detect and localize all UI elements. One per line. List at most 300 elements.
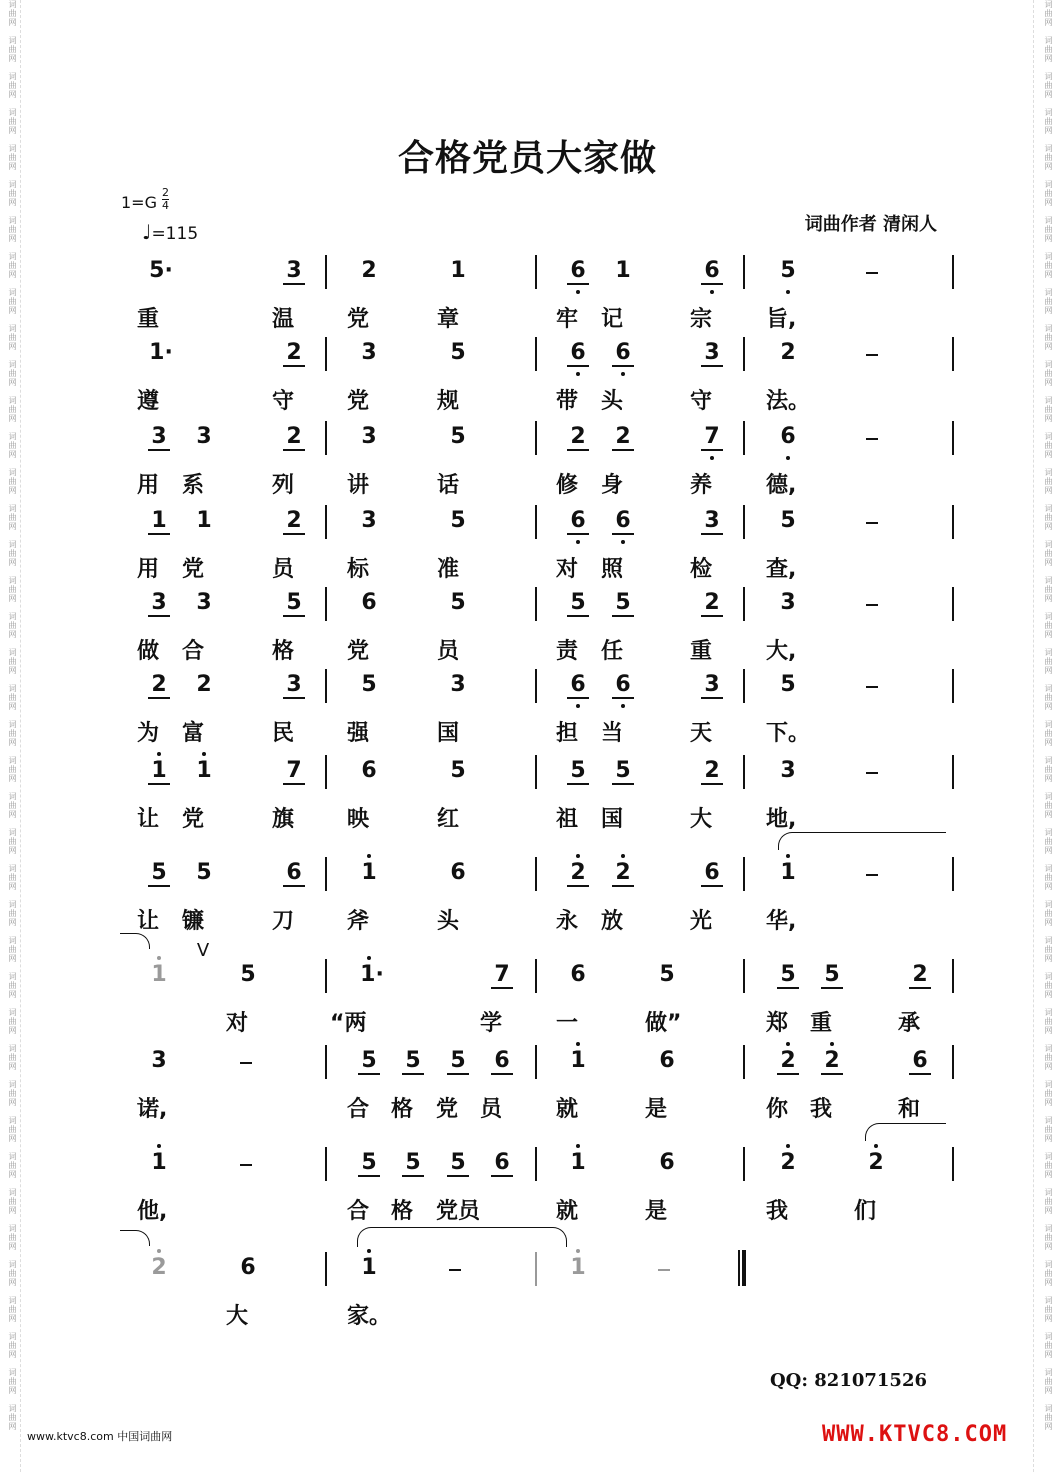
lyric: 记 [601, 307, 624, 332]
barline [952, 587, 954, 621]
barline [535, 669, 537, 703]
sustain-dash [449, 1269, 461, 1271]
note: 1 [151, 1150, 167, 1175]
note: 3 [701, 508, 723, 535]
note: 2 [701, 758, 723, 785]
lyric: 旗 [272, 807, 295, 832]
lyric: 诺, [137, 1097, 168, 1122]
sustain-dash [866, 272, 878, 274]
barline [952, 421, 954, 455]
lyric: 格 [391, 1097, 414, 1122]
slur-arc [357, 1227, 567, 1247]
barline [743, 337, 745, 371]
lyric: 红 [437, 807, 460, 832]
note: 5 [447, 1048, 469, 1075]
lyric: 光 [690, 909, 713, 934]
note: 2 [151, 1255, 167, 1280]
note: 5 [240, 962, 256, 987]
sustain-dash [658, 1269, 670, 1271]
breath-mark: V [196, 940, 210, 961]
octave-up-dot [157, 956, 161, 960]
note: 6 [612, 508, 634, 535]
note: 1 [570, 1048, 586, 1073]
lyric: 做” [645, 1011, 682, 1036]
barline [325, 421, 327, 455]
note: 3 [361, 508, 377, 533]
note: 2 [567, 860, 589, 887]
octave-up-dot [830, 1042, 834, 1046]
lyric: 章 [437, 307, 460, 332]
lyric: 一 [556, 1011, 579, 1036]
lyric: 我 [766, 1199, 789, 1224]
lyric: 牢 [556, 307, 579, 332]
note: 5 [148, 860, 170, 887]
lyric: 刀 [272, 909, 295, 934]
note: 5 [777, 962, 799, 989]
barline [952, 505, 954, 539]
lyric: 身 [601, 473, 624, 498]
note: 2 [283, 508, 305, 535]
lyric: 合 [182, 639, 205, 664]
note: 2 [780, 1150, 796, 1175]
lyric: 民 [272, 721, 295, 746]
note: 5 [450, 758, 466, 783]
octave-up-dot [157, 1249, 161, 1253]
octave-up-dot [157, 1144, 161, 1148]
lyric: 富 [182, 721, 205, 746]
note: 6 [567, 340, 589, 367]
time-signature: 2 4 [162, 186, 169, 212]
lyric: 带 [556, 389, 579, 414]
slur-arc [778, 832, 946, 850]
lyric: 德, [766, 473, 797, 498]
barline [952, 959, 954, 993]
lyric: 是 [645, 1199, 668, 1224]
lyric: 担 [556, 721, 579, 746]
sustain-dash [866, 354, 878, 356]
note: 5 [450, 424, 466, 449]
lyric: 系 [182, 473, 205, 498]
barline [535, 755, 537, 789]
composer-credit: 词曲作者 清闲人 [804, 214, 937, 235]
note: 6 [567, 258, 589, 285]
lyric: 党 [347, 389, 370, 414]
note: 3 [283, 672, 305, 699]
barline [535, 255, 537, 289]
note: 1 [570, 1150, 586, 1175]
lyric: 天 [690, 721, 713, 746]
note: 2 [361, 258, 377, 283]
octave-up-dot [157, 752, 161, 756]
sustain-dash [866, 438, 878, 440]
lyric: 党 [436, 1097, 459, 1122]
barline [325, 857, 327, 891]
note: 6 [659, 1150, 675, 1175]
note: 6 [240, 1255, 256, 1280]
barline [535, 1252, 537, 1286]
lyric: 就 [556, 1097, 579, 1122]
lyric: 做 [137, 639, 160, 664]
lyric: 华, [766, 909, 797, 934]
lyric: 列 [272, 473, 295, 498]
octave-up-dot [874, 1144, 878, 1148]
lyric: 员 [272, 557, 295, 582]
note: 6 [491, 1150, 513, 1177]
note: 5 [361, 672, 377, 697]
note: 6 [570, 962, 586, 987]
lyric: 为 [137, 721, 160, 746]
lyric: 就 [556, 1199, 579, 1224]
lyric: 责 [556, 639, 579, 664]
lyric: 守 [690, 389, 713, 414]
barline [535, 421, 537, 455]
footer-brand-logo: WWW.KTVC8.COM [822, 1422, 1008, 1447]
octave-up-dot [367, 854, 371, 858]
lyric: 国 [601, 807, 624, 832]
tempo-marking: ♩=115 [142, 220, 199, 244]
lyric: 当 [601, 721, 624, 746]
note: 5 [402, 1150, 424, 1177]
lyric: 对 [556, 557, 579, 582]
lyric: 我 [810, 1097, 833, 1122]
octave-down-dot [710, 456, 714, 460]
lyric: 斧 [347, 909, 370, 934]
lyric: 对 [226, 1011, 249, 1036]
note: 6 [567, 672, 589, 699]
lyric: 他, [137, 1199, 168, 1224]
lyric: 强 [347, 721, 370, 746]
lyric: 遵 [137, 389, 160, 414]
footer-site: www.ktvc8.com 中国词曲网 [27, 1430, 173, 1443]
octave-up-dot [786, 1144, 790, 1148]
lyric: 党 [182, 557, 205, 582]
slur-arc [120, 933, 150, 949]
sustain-dash [866, 874, 878, 876]
note: 5 [821, 962, 843, 989]
barline [325, 505, 327, 539]
note: 5 [612, 590, 634, 617]
barline [325, 587, 327, 621]
left-side-watermark: 词曲网 词曲网 词曲网 词曲网 词曲网 词曲网 词曲网 词曲网 词曲网 词曲网 词曲网 词曲网 词曲网 词曲网 词曲网 词曲网 词曲网 词曲网 词曲网 词曲网 词曲网 词曲网 词曲网 词曲网 词曲网 词曲网 词曲网 词曲网 词曲网 词曲网 词曲网 词曲网 词曲网 词曲网 词曲网 词曲网 词曲网 词曲网 词曲网 词曲网 [8, 0, 17, 1440]
note: 7 [283, 758, 305, 785]
barline [952, 669, 954, 703]
note: 5 [780, 258, 796, 283]
lyric: 大 [690, 807, 713, 832]
lyric: 修 [556, 473, 579, 498]
barline [743, 669, 745, 703]
note: 6 [701, 860, 723, 887]
barline [535, 857, 537, 891]
note: 1 [570, 1255, 586, 1280]
note: 2 [283, 340, 305, 367]
note: 1 [361, 1255, 377, 1280]
note: 1 [780, 860, 796, 885]
lyric: 法。 [766, 389, 811, 414]
barline [325, 1147, 327, 1181]
lyric: 地, [766, 807, 797, 832]
barline [952, 1147, 954, 1181]
note: 1 [196, 758, 212, 783]
sustain-dash [240, 1164, 252, 1166]
lyric: 映 [347, 807, 370, 832]
note: 3 [780, 758, 796, 783]
barline [325, 755, 327, 789]
barline [743, 421, 745, 455]
note: 1 [361, 860, 377, 885]
note: 5· [149, 258, 173, 283]
lyric: 合 [347, 1199, 370, 1224]
barline [743, 505, 745, 539]
barline [325, 959, 327, 993]
barline [743, 755, 745, 789]
note: 2 [821, 1048, 843, 1075]
barline [535, 587, 537, 621]
left-dashed-line [20, 0, 21, 1472]
barline [743, 1045, 745, 1079]
note: 3 [196, 424, 212, 449]
barline [952, 1045, 954, 1079]
lyric: 你 [766, 1097, 789, 1122]
sustain-dash [866, 772, 878, 774]
note: 3 [361, 340, 377, 365]
sustain-dash [240, 1062, 252, 1064]
lyric: 大, [766, 639, 797, 664]
lyric: 大 [226, 1304, 249, 1329]
note: 5 [447, 1150, 469, 1177]
note: 5 [450, 590, 466, 615]
note: 2 [777, 1048, 799, 1075]
note: 6 [612, 340, 634, 367]
note: 5 [567, 758, 589, 785]
note: 3 [148, 590, 170, 617]
barline [952, 755, 954, 789]
note: 2 [780, 340, 796, 365]
note: 1· [149, 340, 173, 365]
note: 1 [196, 508, 212, 533]
barline [325, 337, 327, 371]
octave-up-dot [367, 956, 371, 960]
note: 2 [148, 672, 170, 699]
lyric: 下。 [766, 721, 811, 746]
lyric: 温 [272, 307, 295, 332]
barline [952, 857, 954, 891]
lyric: 重 [810, 1011, 833, 1036]
sustain-dash [866, 604, 878, 606]
note: 7 [491, 962, 513, 989]
note: 1 [148, 758, 170, 785]
note: 6 [361, 590, 377, 615]
note: 5 [780, 672, 796, 697]
lyric: 格 [391, 1199, 414, 1224]
note: 2 [196, 672, 212, 697]
octave-up-dot [576, 854, 580, 858]
note: 6 [491, 1048, 513, 1075]
note: 5 [196, 860, 212, 885]
lyric: 国 [437, 721, 460, 746]
lyric: 党 [347, 307, 370, 332]
note: 5 [358, 1150, 380, 1177]
barline [952, 337, 954, 371]
barline [743, 587, 745, 621]
note: 5 [402, 1048, 424, 1075]
octave-up-dot [621, 854, 625, 858]
lyric: 头 [601, 389, 624, 414]
lyric: 放 [601, 909, 624, 934]
barline [325, 1045, 327, 1079]
lyric: 准 [437, 557, 460, 582]
note: 5 [612, 758, 634, 785]
note: 1 [148, 508, 170, 535]
octave-down-dot [710, 290, 714, 294]
note: 3 [283, 258, 305, 285]
note: 3 [701, 340, 723, 367]
lyric: 检 [690, 557, 713, 582]
lyric: 话 [437, 473, 460, 498]
octave-down-dot [786, 290, 790, 294]
lyric: 用 [137, 473, 160, 498]
barline [952, 255, 954, 289]
lyric: 重 [690, 639, 713, 664]
lyric: 用 [137, 557, 160, 582]
lyric: 学 [480, 1011, 503, 1036]
lyric: 头 [437, 909, 460, 934]
note: 5 [450, 340, 466, 365]
note: 2 [612, 860, 634, 887]
lyric: 家。 [347, 1304, 392, 1329]
lyric: 守 [272, 389, 295, 414]
lyric: 郑 [766, 1011, 789, 1036]
octave-down-dot [621, 372, 625, 376]
lyric: 标 [347, 557, 370, 582]
barline [535, 959, 537, 993]
lyric: 任 [601, 639, 624, 664]
barline [743, 1147, 745, 1181]
final-double-barline [738, 1250, 746, 1286]
note: 3 [148, 424, 170, 451]
note: 1 [151, 962, 167, 987]
note: 6 [780, 424, 796, 449]
key-signature: 1=G [121, 193, 157, 212]
note: 3 [361, 424, 377, 449]
lyric: 查, [766, 557, 797, 582]
barline [743, 959, 745, 993]
barline [743, 255, 745, 289]
lyric: 永 [556, 909, 579, 934]
octave-up-dot [576, 1042, 580, 1046]
octave-down-dot [576, 372, 580, 376]
song-title: 合格党员大家做 [397, 137, 657, 179]
note: 6 [701, 258, 723, 285]
note: 1 [450, 258, 466, 283]
octave-down-dot [621, 540, 625, 544]
barline [535, 1045, 537, 1079]
lyric: 让 [137, 909, 160, 934]
quarter-note-icon: ♩ [142, 220, 152, 244]
right-side-watermark: 词曲网 词曲网 词曲网 词曲网 词曲网 词曲网 词曲网 词曲网 词曲网 词曲网 词曲网 词曲网 词曲网 词曲网 词曲网 词曲网 词曲网 词曲网 词曲网 词曲网 词曲网 词曲网 词曲网 词曲网 词曲网 词曲网 词曲网 词曲网 词曲网 词曲网 词曲网 词曲网 词曲网 词曲网 词曲网 词曲网 词曲网 词曲网 词曲网 词曲网 [1044, 0, 1053, 1440]
sustain-dash [866, 522, 878, 524]
lyric: 党 [347, 639, 370, 664]
octave-up-dot [576, 1249, 580, 1253]
lyric: 和 [898, 1097, 921, 1122]
octave-up-dot [202, 752, 206, 756]
note: 3 [701, 672, 723, 699]
lyric: 镰 [182, 909, 205, 934]
slur-arc [865, 1123, 946, 1141]
note: 5 [283, 590, 305, 617]
lyric: 员 [437, 639, 460, 664]
note: 2 [283, 424, 305, 451]
note: 1· [360, 962, 384, 987]
lyric: 员 [480, 1097, 503, 1122]
lyric: 格 [272, 639, 295, 664]
note: 6 [909, 1048, 931, 1075]
note: 3 [151, 1048, 167, 1073]
lyric: 们 [854, 1199, 877, 1224]
barline [325, 669, 327, 703]
lyric: 重 [137, 307, 160, 332]
note: 2 [909, 962, 931, 989]
note: 5 [780, 508, 796, 533]
note: 6 [450, 860, 466, 885]
lyric: 是 [645, 1097, 668, 1122]
note: 5 [450, 508, 466, 533]
octave-down-dot [621, 704, 625, 708]
note: 3 [196, 590, 212, 615]
note: 3 [780, 590, 796, 615]
note: 6 [283, 860, 305, 887]
note: 1 [615, 258, 631, 283]
octave-down-dot [576, 704, 580, 708]
note: 6 [361, 758, 377, 783]
note: 6 [659, 1048, 675, 1073]
lyric: 讲 [347, 473, 370, 498]
note: 6 [567, 508, 589, 535]
lyric: 承 [898, 1011, 921, 1036]
octave-up-dot [786, 854, 790, 858]
barline [535, 505, 537, 539]
right-dashed-line [1033, 0, 1034, 1472]
lyric: 宗 [690, 307, 713, 332]
lyric: 党员 [436, 1199, 481, 1224]
lyric: 养 [690, 473, 713, 498]
note: 5 [358, 1048, 380, 1075]
note: 2 [868, 1150, 884, 1175]
octave-up-dot [367, 1249, 371, 1253]
octave-up-dot [576, 1144, 580, 1148]
barline [325, 1252, 327, 1286]
barline [743, 857, 745, 891]
octave-down-dot [786, 456, 790, 460]
note: 2 [567, 424, 589, 451]
lyric: 旨, [766, 307, 797, 332]
note: 7 [701, 424, 723, 451]
lyric: “两 [330, 1011, 367, 1036]
sustain-dash [866, 686, 878, 688]
lyric: 党 [182, 807, 205, 832]
barline [535, 1147, 537, 1181]
lyric: 祖 [556, 807, 579, 832]
note: 2 [612, 424, 634, 451]
lyric: 规 [437, 389, 460, 414]
note: 2 [701, 590, 723, 617]
octave-down-dot [576, 290, 580, 294]
note: 5 [567, 590, 589, 617]
barline [325, 255, 327, 289]
slur-arc [120, 1230, 150, 1246]
lyric: 合 [347, 1097, 370, 1122]
octave-down-dot [576, 540, 580, 544]
qq-contact: QQ: 821071526 [770, 1370, 927, 1391]
